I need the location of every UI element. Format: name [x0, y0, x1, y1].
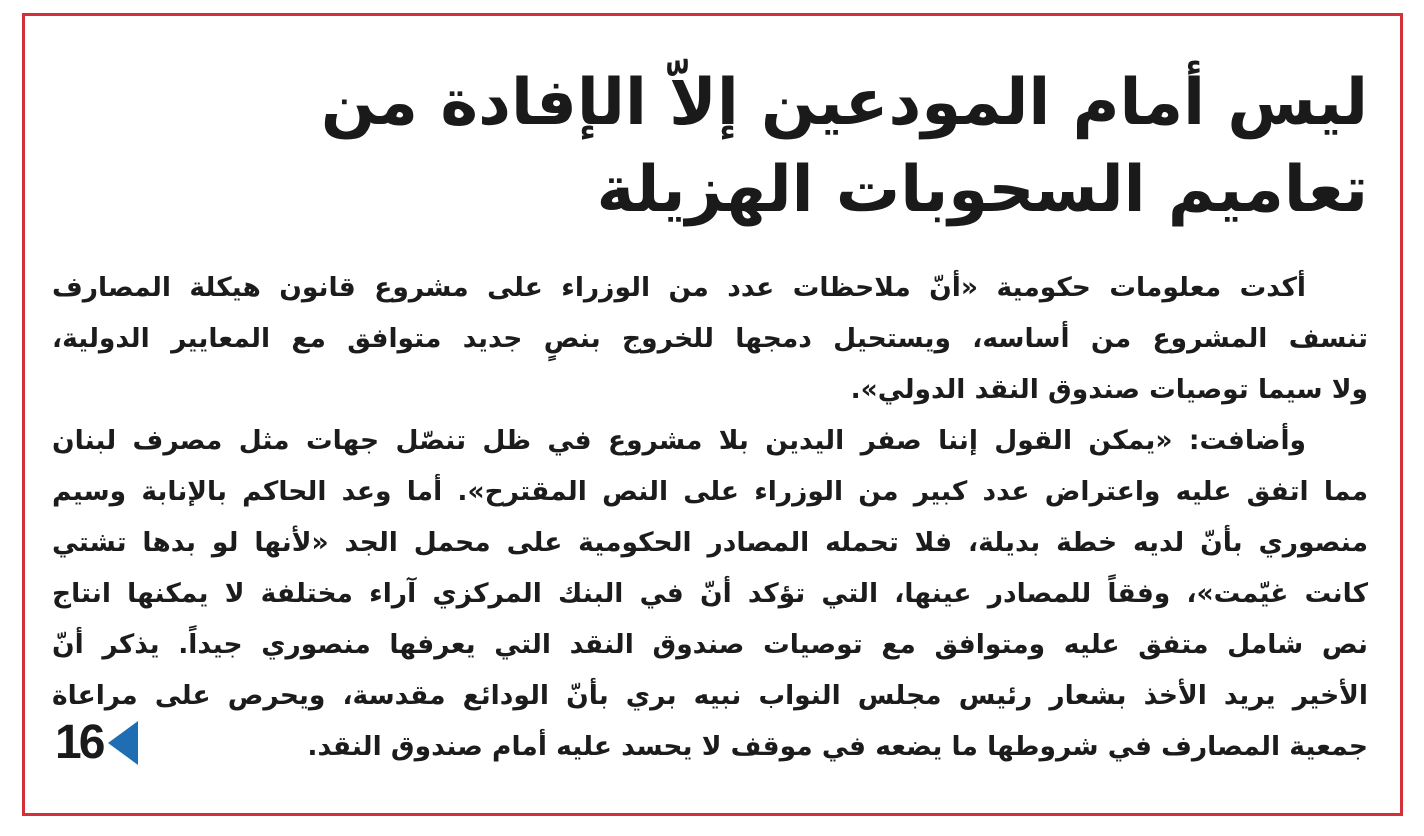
- page-number: 16: [55, 716, 103, 769]
- body-line: كانت غيّمت»، وفقاً للمصادر عينها، التي تؤكد أنّ في البنك المركزي آراء مختلفة لا يمكنها انتاج: [52, 578, 1368, 609]
- body-line: تنسف المشروع من أساسه، ويستحيل دمجها للخروج بنصٍ جديد متوافق مع المعايير الدولية،: [52, 323, 1368, 354]
- page-marker: [55, 715, 138, 771]
- article-body: [52, 262, 1368, 772]
- body-line: جمعية المصارف في شروطها ما يضعه في موقف لا يحسد عليه أمام صندوق النقد.: [307, 731, 1368, 762]
- body-line: وأضافت: «يمكن القول إننا صفر اليدين بلا مشروع في ظل تنصّل جهات مثل مصرف لبنان: [52, 425, 1306, 456]
- body-line: نص شامل متفق عليه ومتوافق مع توصيات صندوق النقد التي يعرفها منصوري جيداً. يذكر أنّ: [52, 629, 1368, 660]
- body-line: منصوري بأنّ لديه خطة بديلة، فلا تحمله المصادر الحكومية على محمل الجد «لأنها لو بدها تشتي: [52, 527, 1368, 558]
- body-line: مما اتفق عليه واعتراض عدد كبير من الوزراء على النص المقترح». أما وعد الحاكم بالإنابة وسيم: [52, 476, 1368, 507]
- body-line: ولا سيما توصيات صندوق النقد الدولي».: [850, 374, 1368, 405]
- body-line: الأخير يريد الأخذ بشعار رئيس مجلس النواب نبيه بري بأنّ الودائع مقدسة، ويحرص على مراعاة: [52, 680, 1368, 711]
- body-line: أكدت معلومات حكومية «أنّ ملاحظات عدد من الوزراء على مشروع قانون هيكلة المصارف: [52, 272, 1306, 303]
- article-headline: ليس أمام المودعين إلاّ الإفادة من تعاميم السحوبات الهزيلة: [320, 66, 1368, 227]
- left-triangle-arrow-icon: [108, 721, 138, 765]
